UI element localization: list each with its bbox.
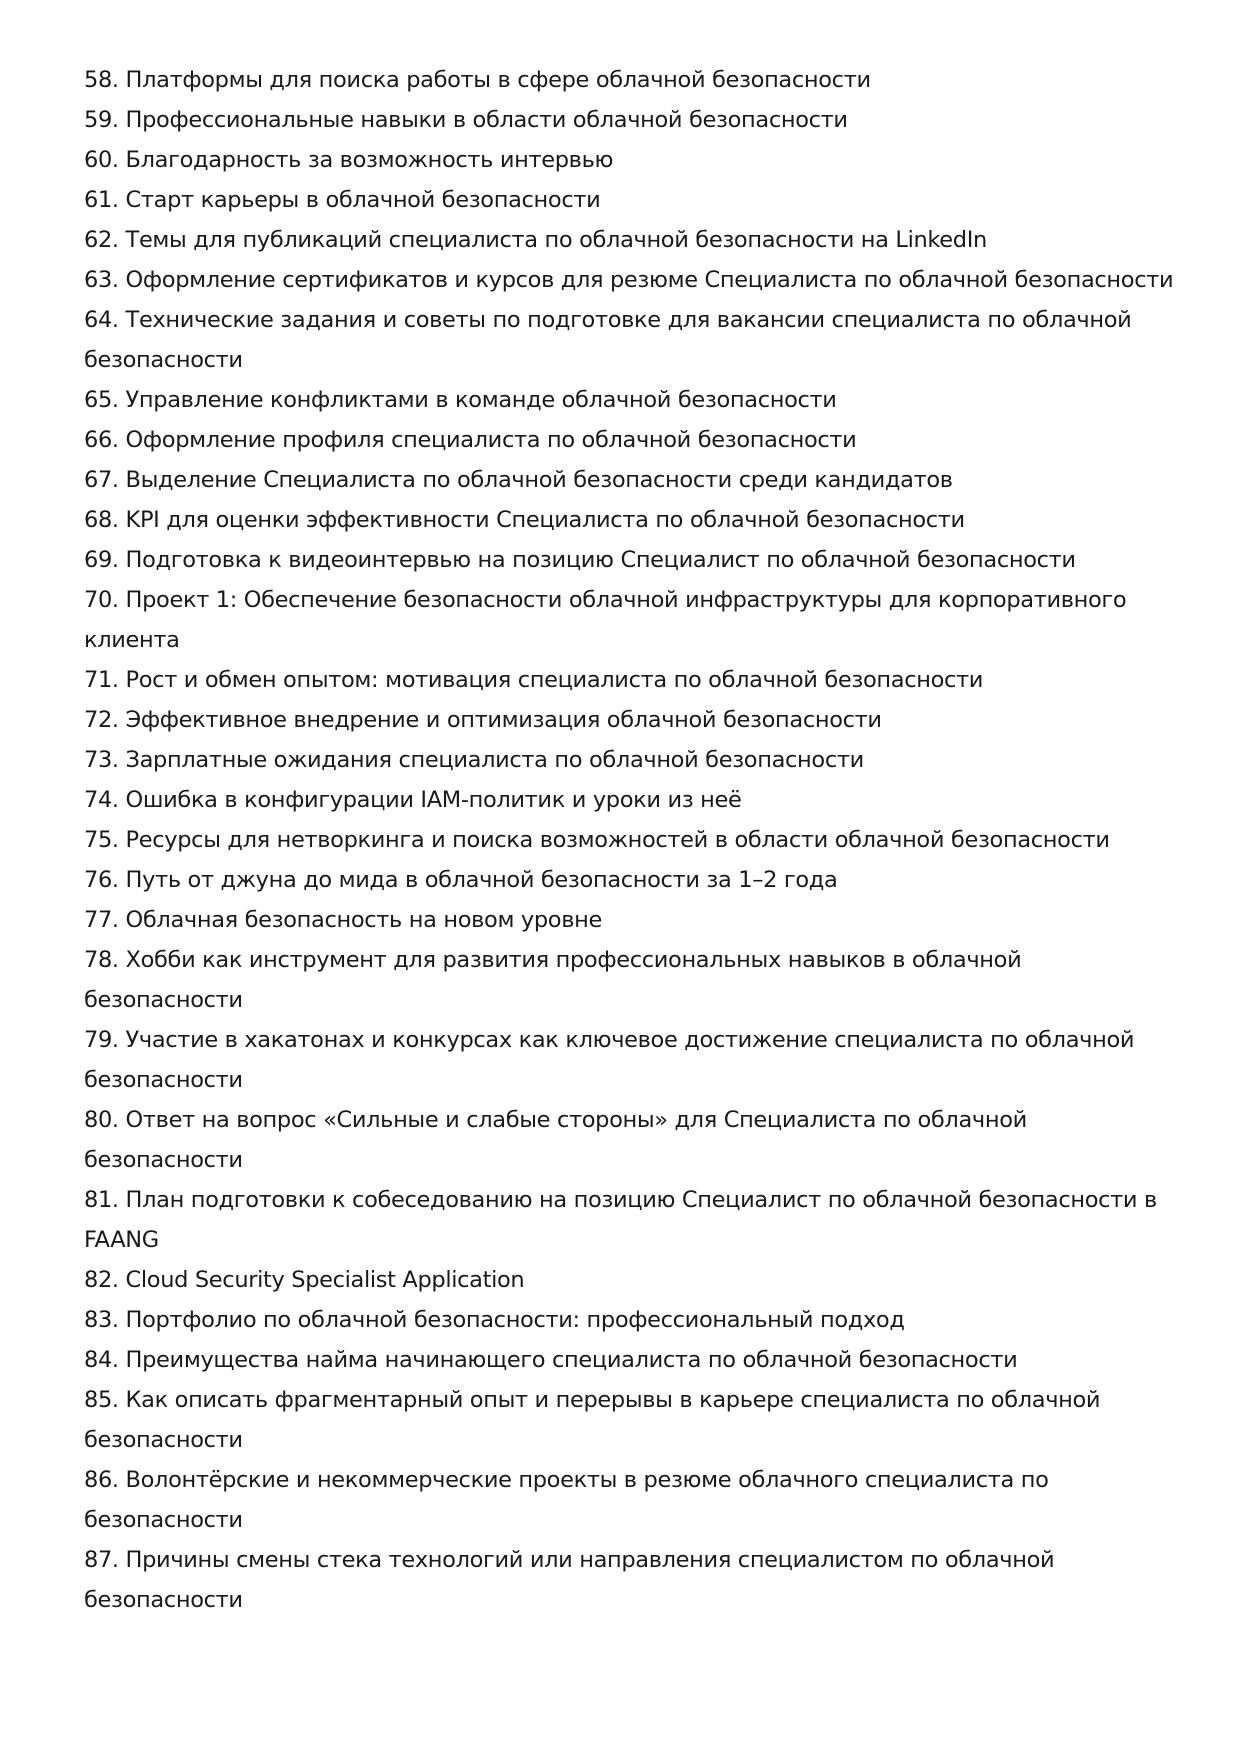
list-item (84, 1100, 1174, 1180)
list-item (84, 900, 1174, 940)
list-item (84, 60, 1174, 100)
list-item (84, 660, 1174, 700)
item-title: Причины смены стека технологий или направления специалистом по облачной безопасности (84, 1547, 1055, 1613)
item-number: 65. (84, 387, 119, 413)
item-number: 67. (84, 467, 119, 493)
item-number: 62. (84, 227, 119, 253)
list-item (84, 1260, 1174, 1300)
list-item (84, 1340, 1174, 1380)
item-title: Облачная безопасность на новом уровне (125, 907, 602, 933)
item-title: Путь от джуна до мида в облачной безопасности за 1–2 года (125, 867, 838, 893)
item-number: 87. (84, 1547, 119, 1573)
item-number: 80. (84, 1107, 119, 1133)
item-title: Преимущества найма начинающего специалиста по облачной безопасности (125, 1347, 1018, 1373)
list-item (84, 180, 1174, 220)
item-title: План подготовки к собеседованию на позицию Специалист по облачной безопасности в FAANG (84, 1187, 1157, 1253)
item-title: Старт карьеры в облачной безопасности (125, 187, 601, 213)
item-number: 73. (84, 747, 119, 773)
item-number: 78. (84, 947, 119, 973)
item-number: 81. (84, 1187, 119, 1213)
item-title: Хобби как инструмент для развития профессиональных навыков в облачной безопасности (84, 947, 1022, 1013)
item-number: 86. (84, 1467, 119, 1493)
item-number: 77. (84, 907, 119, 933)
list-item (84, 300, 1174, 380)
item-number: 82. (84, 1267, 119, 1293)
item-title: Cloud Security Specialist Application (125, 1267, 525, 1293)
item-title: Участие в хакатонах и конкурсах как ключевое достижение специалиста по облачной безопасности (84, 1027, 1135, 1093)
item-title: Зарплатные ожидания специалиста по облачной безопасности (125, 747, 864, 773)
list-item (84, 580, 1174, 660)
list-item (84, 940, 1174, 1020)
item-number: 63. (84, 267, 119, 293)
item-title: Ответ на вопрос «Сильные и слабые стороны» для Специалиста по облачной безопасности (84, 1107, 1027, 1173)
item-title: Управление конфликтами в команде облачной безопасности (125, 387, 837, 413)
list-item (84, 1180, 1174, 1260)
list-item (84, 380, 1174, 420)
item-title: Как описать фрагментарный опыт и перерывы в карьере специалиста по облачной безопасности (84, 1387, 1101, 1453)
list-item (84, 1020, 1174, 1100)
item-number: 68. (84, 507, 119, 533)
item-number: 85. (84, 1387, 119, 1413)
list-item (84, 540, 1174, 580)
item-title: Оформление профиля специалиста по облачной безопасности (125, 427, 857, 453)
item-number: 66. (84, 427, 119, 453)
list-item (84, 740, 1174, 780)
item-number: 72. (84, 707, 119, 733)
item-title: Портфолио по облачной безопасности: профессиональный подход (125, 1307, 905, 1333)
list-item (84, 420, 1174, 460)
item-title: Волонтёрские и некоммерческие проекты в резюме облачного специалиста по безопасности (84, 1467, 1049, 1533)
item-title: Эффективное внедрение и оптимизация облачной безопасности (125, 707, 882, 733)
list-item (84, 220, 1174, 260)
item-title: Ресурсы для нетворкинга и поиска возможностей в области облачной безопасности (125, 827, 1110, 853)
list-item (84, 1380, 1174, 1460)
item-title: Профессиональные навыки в области облачной безопасности (125, 107, 848, 133)
item-title: Подготовка к видеоинтервью на позицию Специалист по облачной безопасности (125, 547, 1076, 573)
list-item (84, 500, 1174, 540)
item-title: Ошибка в конфигурации IAM-политик и уроки из неё (125, 787, 742, 813)
list-item (84, 1300, 1174, 1340)
item-number: 76. (84, 867, 119, 893)
item-title: Проект 1: Обеспечение безопасности облачной инфраструктуры для корпоративного клиента (84, 587, 1127, 653)
item-number: 74. (84, 787, 119, 813)
item-number: 79. (84, 1027, 119, 1053)
document-page (84, 60, 1174, 1620)
item-number: 58. (84, 67, 119, 93)
table-of-contents (84, 60, 1174, 1620)
list-item (84, 780, 1174, 820)
item-number: 69. (84, 547, 119, 573)
item-title: Оформление сертификатов и курсов для резюме Специалиста по облачной безопасности (125, 267, 1174, 293)
item-title: Благодарность за возможность интервью (125, 147, 614, 173)
item-title: Платформы для поиска работы в сфере облачной безопасности (125, 67, 871, 93)
item-title: Рост и обмен опытом: мотивация специалиста по облачной безопасности (125, 667, 984, 693)
item-number: 61. (84, 187, 119, 213)
item-number: 70. (84, 587, 119, 613)
list-item (84, 820, 1174, 860)
item-number: 64. (84, 307, 119, 333)
item-title: Выделение Специалиста по облачной безопасности среди кандидатов (125, 467, 953, 493)
list-item (84, 1540, 1174, 1620)
list-item (84, 460, 1174, 500)
list-item (84, 260, 1174, 300)
list-item (84, 100, 1174, 140)
item-number: 84. (84, 1347, 119, 1373)
list-item (84, 1460, 1174, 1540)
item-number: 60. (84, 147, 119, 173)
item-number: 71. (84, 667, 119, 693)
list-item (84, 700, 1174, 740)
list-item (84, 860, 1174, 900)
item-title: KPI для оценки эффективности Специалиста по облачной безопасности (125, 507, 965, 533)
item-number: 75. (84, 827, 119, 853)
item-number: 83. (84, 1307, 119, 1333)
list-item (84, 140, 1174, 180)
item-number: 59. (84, 107, 119, 133)
item-title: Технические задания и советы по подготовке для вакансии специалиста по облачной безопасности (84, 307, 1132, 373)
item-title: Темы для публикаций специалиста по облачной безопасности на LinkedIn (125, 227, 987, 253)
